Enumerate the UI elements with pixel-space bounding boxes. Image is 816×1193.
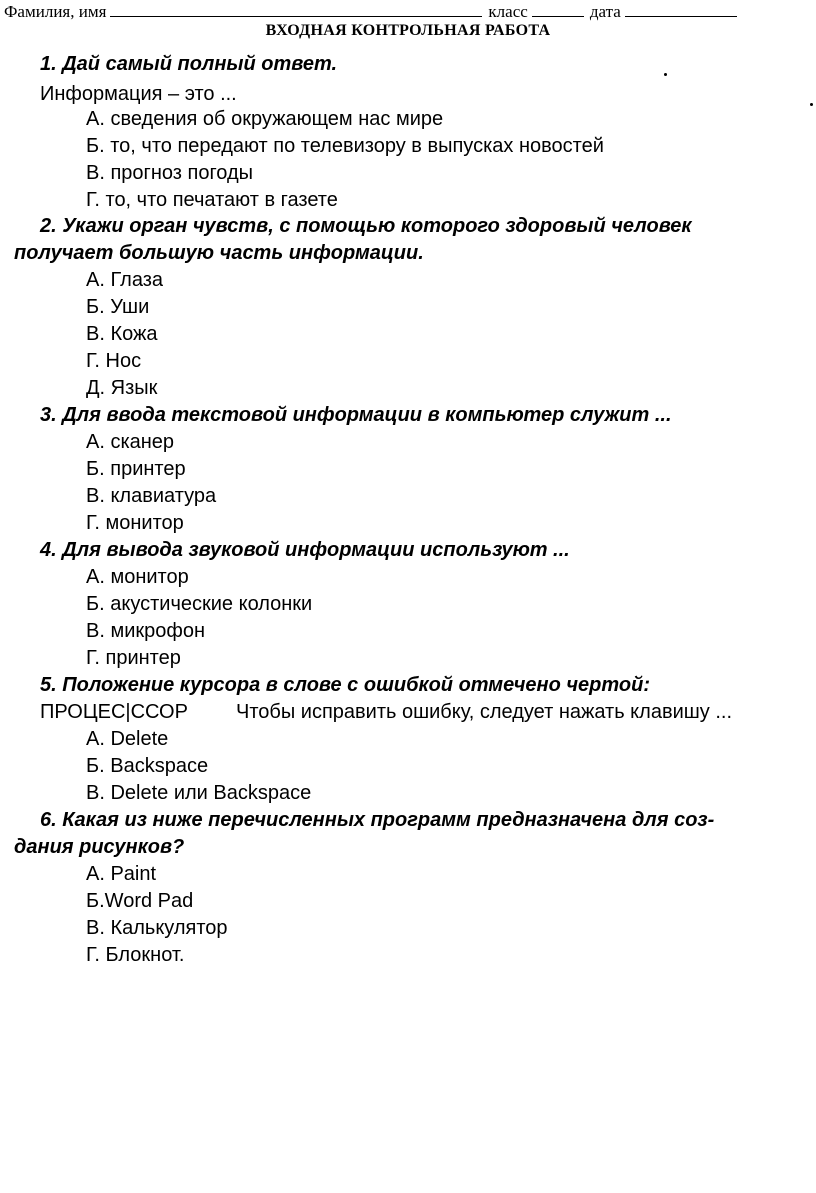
question-3-option-b: Б. принтер (86, 458, 186, 480)
question-5-title: 5. Положение курсора в слове с ошибкой отмечено чертой: (40, 674, 650, 696)
test-title: ВХОДНАЯ КОНТРОЛЬНАЯ РАБОТА (265, 22, 551, 39)
question-4-option-b: Б. акустические колонки (86, 593, 313, 615)
question-6-option-a: А. Paint (86, 863, 157, 885)
question-2-option-e: Д. Язык (86, 377, 158, 399)
question-1-option-c: В. прогноз погоды (86, 162, 254, 184)
question-6-title-line1: 6. Какая из ниже перечисленных программ предназначена для соз- (40, 809, 715, 831)
question-4-title: 4. Для вывода звуковой информации используют ... (40, 539, 570, 561)
class-blank (532, 2, 584, 17)
question-4-option-c: В. микрофон (86, 620, 205, 642)
question-1-option-d: Г. то, что печатают в газете (86, 189, 338, 211)
question-5-option-c: В. Delete или Backspace (86, 782, 312, 804)
header-fields (4, 2, 812, 22)
question-4-option-a: А. монитор (86, 566, 189, 588)
name-label: Фамилия, имя (4, 2, 107, 21)
question-4-option-d: Г. принтер (86, 647, 181, 669)
date-label: дата (589, 2, 621, 21)
question-3-title: 3. Для ввода текстовой информации в компьютер служит ... (40, 404, 672, 426)
question-6-option-d: Г. Блокнот. (86, 944, 185, 966)
question-3-option-d: Г. монитор (86, 512, 184, 534)
question-2-title-line2: получает большую часть информации. (14, 242, 424, 264)
question-2-option-b: Б. Уши (86, 296, 150, 318)
question-6-option-b: Б.Word Pad (86, 890, 194, 912)
date-blank (625, 2, 737, 17)
question-5-option-a: А. Delete (86, 728, 169, 750)
question-3-option-a: А. сканер (86, 431, 175, 453)
question-1-option-a: А. сведения об окружающем нас мире (86, 108, 444, 130)
question-1-title: 1. Дай самый полный ответ. (40, 53, 338, 75)
scan-speck (810, 103, 813, 106)
question-1-stem: Информация – это ... (40, 83, 237, 105)
question-3-option-c: В. клавиатура (86, 485, 217, 507)
question-6-title-line2: дания рисунков? (14, 836, 185, 858)
question-5-word: ПРОЦЕС|ССОР (40, 701, 188, 723)
question-2-option-a: А. Глаза (86, 269, 164, 291)
question-5-stem: Чтобы исправить ошибку, следует нажать клавишу ... (236, 701, 733, 723)
scan-speck (664, 73, 667, 76)
question-2-option-d: Г. Нос (86, 350, 142, 372)
class-label: класс (488, 2, 528, 21)
question-1-option-b: Б. то, что передают по телевизору в выпусках новостей (86, 135, 604, 157)
question-2-option-c: В. Кожа (86, 323, 158, 345)
name-blank (110, 2, 482, 17)
question-6-option-c: В. Калькулятор (86, 917, 228, 939)
question-5-option-b: Б. Backspace (86, 755, 209, 777)
question-2-title-line1: 2. Укажи орган чувств, с помощью которого здоровый человек (40, 215, 692, 237)
